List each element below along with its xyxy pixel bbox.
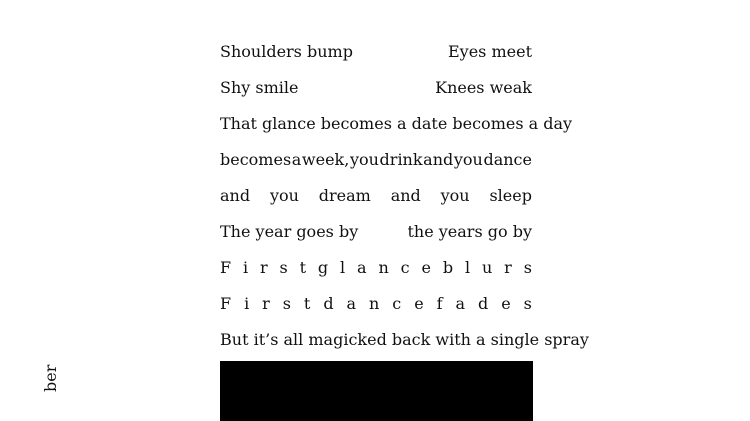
poem-word: sleep [489, 186, 532, 205]
poem-letter: F [220, 258, 232, 277]
poem-letter: r [262, 294, 270, 313]
poem-letter: l [464, 258, 471, 277]
poem-word: you [269, 186, 299, 205]
poem-word: and [390, 186, 421, 205]
poem-letter: F [220, 294, 232, 313]
poem-phrase: Knees weak [435, 78, 532, 97]
poem-letter: l [340, 258, 346, 277]
poem-letter: a [357, 258, 367, 277]
poem-letter: t [303, 294, 311, 313]
poem-letter: t [299, 258, 307, 277]
poem-word: dance [483, 150, 532, 169]
poem-letter: g [317, 258, 329, 277]
poem-word: becomes [220, 150, 292, 169]
poem-letter: s [523, 294, 532, 313]
poem-letter: s [282, 294, 291, 313]
poem-letter: a [455, 294, 466, 313]
poem-letter: n [369, 294, 380, 313]
poem-letter: s [279, 258, 288, 277]
poem-letter: r [504, 258, 512, 277]
poem-letter: i [244, 294, 250, 313]
poem-letter: d [478, 294, 489, 313]
poem-word: you [349, 150, 379, 169]
poem-phrase: The year goes by [220, 222, 359, 241]
poem-letter: n [378, 258, 389, 277]
poem-word: and [423, 150, 454, 169]
poem-letter: i [242, 258, 249, 277]
vertical-side-text: ber [41, 364, 60, 392]
black-image-block [220, 361, 533, 421]
poem-word: week, [301, 150, 350, 169]
poem-letter: a [346, 294, 357, 313]
poem-letter: c [400, 258, 410, 277]
poem-line-1 [220, 40, 532, 76]
poem-letter: e [421, 258, 431, 277]
poem-phrase: Shoulders bump [220, 42, 353, 61]
poem-line-6 [220, 220, 532, 256]
poem-line-5 [220, 184, 532, 220]
poem-letter: u [481, 258, 493, 277]
poem-line-7 [220, 256, 532, 292]
poem-phrase: Shy smile [220, 78, 299, 97]
poem-letter: e [414, 294, 424, 313]
poem-word: you [440, 186, 470, 205]
poem-phrase: the years go by [407, 222, 532, 241]
poem-letter: r [259, 258, 268, 277]
poem-letter: d [323, 294, 334, 313]
poem-letter: f [436, 294, 443, 313]
poem-line-8 [220, 292, 532, 328]
poem-word: and [220, 186, 251, 205]
poem-letter: e [501, 294, 511, 313]
poem-letter: b [442, 258, 454, 277]
poem-letter: s [523, 258, 532, 277]
poem-letter: c [392, 294, 402, 313]
poem-line-3: That glance becomes a date becomes a day [220, 114, 573, 133]
poem-word: drink [379, 150, 423, 169]
poem-line-4 [220, 148, 532, 184]
poem-line-2 [220, 76, 532, 112]
poem-text-block [220, 40, 589, 364]
poem-word: you [453, 150, 483, 169]
poem-word: a [291, 150, 302, 169]
poem-word: dream [318, 186, 371, 205]
poem-line-9: But it’s all magicked back with a single spray [220, 330, 589, 349]
poem-phrase: Eyes meet [447, 42, 532, 61]
